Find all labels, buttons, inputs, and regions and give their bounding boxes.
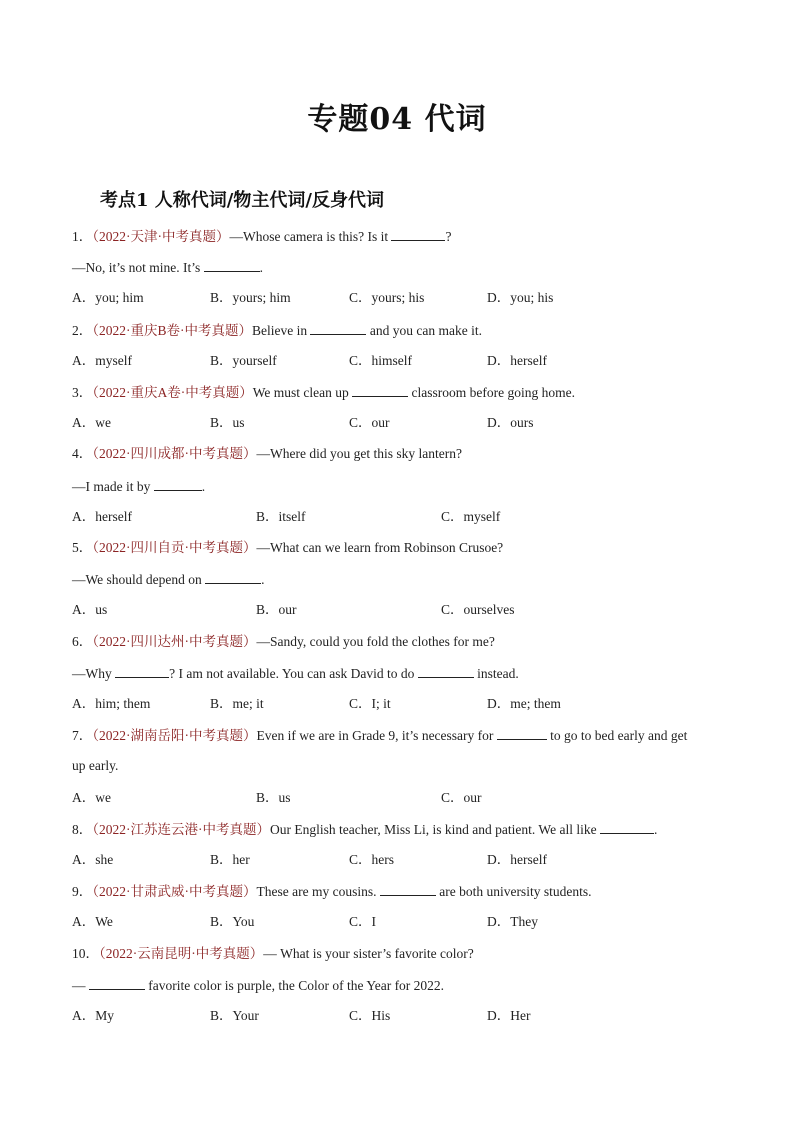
answer-blank bbox=[497, 727, 547, 740]
option-d: D．ours bbox=[487, 415, 534, 430]
option-c: C．I; it bbox=[349, 696, 391, 711]
option-c: C．ourselves bbox=[441, 602, 515, 617]
option-b: B．itself bbox=[256, 509, 306, 524]
option-a: A．you; him bbox=[72, 290, 144, 305]
option-a: A．him; them bbox=[72, 696, 151, 711]
question-10-line2: — favorite color is purple, the Color of the Year for 2022. bbox=[72, 978, 445, 993]
question-6-line2: —Why ? I am not available. You can ask David to do instead. bbox=[72, 666, 519, 681]
question-source: （2022·四川自贡·中考真题） bbox=[92, 540, 257, 555]
question-source: （2022·四川成都·中考真题） bbox=[92, 446, 257, 461]
answer-blank bbox=[154, 478, 202, 491]
question-source: （2022·重庆A卷·中考真题） bbox=[92, 385, 253, 400]
option-d: D．Her bbox=[487, 1008, 531, 1023]
question-7-line2: up early. bbox=[72, 758, 119, 773]
question-1-line2: —No, it’s not mine. It’s . bbox=[72, 260, 263, 275]
question-6-stem: 6．（2022·四川达州·中考真题）—Sandy, could you fold the clothes for me? bbox=[72, 634, 495, 649]
answer-blank bbox=[205, 571, 261, 584]
option-c: C．yours; his bbox=[349, 290, 425, 305]
option-c: C．hers bbox=[349, 852, 394, 867]
option-b: B．me; it bbox=[210, 696, 264, 711]
question-source: （2022·云南昆明·中考真题） bbox=[99, 946, 264, 961]
question-source: （2022·湖南岳阳·中考真题） bbox=[92, 728, 257, 743]
question-2-stem: 2．（2022·重庆B卷·中考真题）Believe in and you can make it. bbox=[72, 323, 482, 338]
option-b: B．us bbox=[210, 415, 245, 430]
answer-blank bbox=[89, 977, 145, 990]
question-4-stem: 4．（2022·四川成都·中考真题）—Where did you get this sky lantern? bbox=[72, 446, 462, 461]
option-c: C．himself bbox=[349, 353, 412, 368]
option-c: C．our bbox=[441, 790, 482, 805]
option-c: C．His bbox=[349, 1008, 391, 1023]
option-b: B．her bbox=[210, 852, 250, 867]
option-a: A．she bbox=[72, 852, 114, 867]
answer-blank bbox=[352, 384, 408, 397]
option-a: A．us bbox=[72, 602, 108, 617]
answer-blank bbox=[391, 228, 445, 241]
question-8-stem: 8．（2022·江苏连云港·中考真题）Our English teacher, Miss Li, is kind and patient. We all like . bbox=[72, 822, 658, 837]
option-d: D．herself bbox=[487, 353, 547, 368]
option-b: B．us bbox=[256, 790, 291, 805]
answer-blank bbox=[204, 259, 260, 272]
answer-blank bbox=[418, 665, 474, 678]
question-4-line2: —I made it by . bbox=[72, 479, 206, 494]
question-source: （2022·甘肃武威·中考真题） bbox=[92, 884, 257, 899]
option-b: B．Your bbox=[210, 1008, 259, 1023]
question-7-stem: 7．（2022·湖南岳阳·中考真题）Even if we are in Grade 9, it’s necessary for to go to bed early and get bbox=[72, 728, 688, 743]
question-9-stem: 9．（2022·甘肃武威·中考真题）These are my cousins. are both university students. bbox=[72, 884, 592, 899]
option-d: D．herself bbox=[487, 852, 547, 867]
option-a: A．My bbox=[72, 1008, 115, 1023]
page-title: 专题04 代词 bbox=[307, 102, 487, 137]
option-c: C．myself bbox=[441, 509, 501, 524]
option-d: D．me; them bbox=[487, 696, 561, 711]
option-b: B．our bbox=[256, 602, 297, 617]
option-b: B．yours; him bbox=[210, 290, 291, 305]
option-b: B．You bbox=[210, 914, 255, 929]
option-d: D．you; his bbox=[487, 290, 554, 305]
option-a: A．herself bbox=[72, 509, 132, 524]
option-a: A．we bbox=[72, 790, 111, 805]
answer-blank bbox=[600, 821, 654, 834]
option-d: D．They bbox=[487, 914, 538, 929]
question-1-stem: 1．（2022·天津·中考真题）—Whose camera is this? Is it ? bbox=[72, 229, 452, 244]
section-heading: 考点1 人称代词/物主代词/反身代词 bbox=[100, 190, 384, 211]
question-5-line2: —We should depend on . bbox=[72, 572, 265, 587]
answer-blank bbox=[380, 883, 436, 896]
option-a: A．we bbox=[72, 415, 111, 430]
option-a: A．We bbox=[72, 914, 113, 929]
option-c: C．our bbox=[349, 415, 390, 430]
question-source: （2022·重庆B卷·中考真题） bbox=[92, 323, 252, 338]
option-a: A．myself bbox=[72, 353, 132, 368]
question-source: （2022·天津·中考真题） bbox=[92, 229, 230, 244]
question-5-stem: 5．（2022·四川自贡·中考真题）—What can we learn from Robinson Crusoe? bbox=[72, 540, 504, 555]
question-source: （2022·江苏连云港·中考真题） bbox=[92, 822, 270, 837]
option-b: B．yourself bbox=[210, 353, 277, 368]
option-c: C．I bbox=[349, 914, 376, 929]
question-source: （2022·四川达州·中考真题） bbox=[92, 634, 257, 649]
question-3-stem: 3．（2022·重庆A卷·中考真题）We must clean up classroom before going home. bbox=[72, 385, 575, 400]
answer-blank bbox=[310, 322, 366, 335]
question-10-stem: 10．（2022·云南昆明·中考真题）— What is your sister’s favorite color? bbox=[72, 946, 474, 961]
answer-blank bbox=[115, 665, 169, 678]
